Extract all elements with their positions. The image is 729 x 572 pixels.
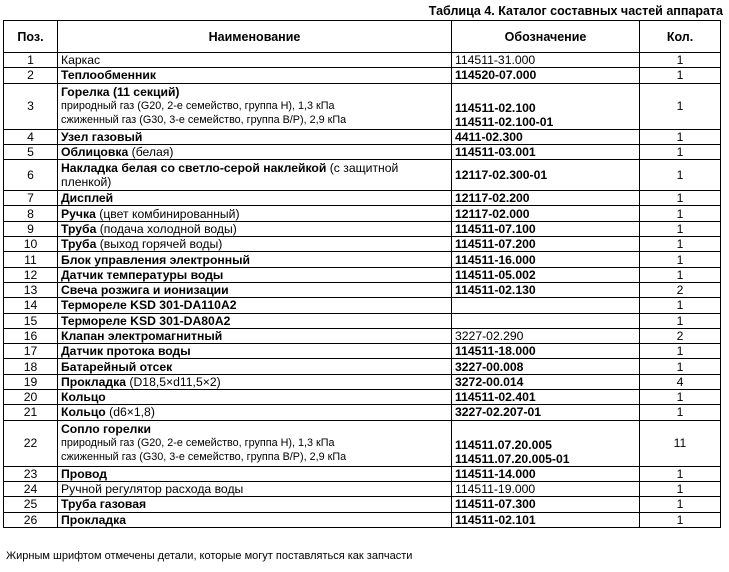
- name-subline: сжиженный газ (G30, 3-е семейство, группа В/Р), 2,9 кПа: [61, 451, 347, 464]
- cell-qty: 1: [640, 512, 721, 527]
- table-row: [4, 405, 721, 420]
- table-row: [4, 298, 721, 313]
- cell-name: [58, 252, 452, 267]
- name-bold: Термореле KSD 301-DA80A2: [61, 313, 231, 328]
- cell-qty: 1: [640, 390, 721, 405]
- table-body: [4, 53, 721, 528]
- cell-qty: 1: [640, 206, 721, 221]
- table-row: [4, 237, 721, 252]
- cell-qty: 11: [640, 420, 721, 466]
- cell-pos: 14: [4, 298, 58, 313]
- name-bold: Теплообменник: [61, 68, 156, 83]
- cell-pos: 5: [4, 144, 58, 159]
- cell-name: [58, 420, 452, 466]
- table-row: [4, 328, 721, 343]
- table-row: [4, 481, 721, 496]
- cell-qty: 1: [640, 237, 721, 252]
- name-bold: Накладка белая со светло-серой наклейкой: [61, 161, 327, 176]
- cell-qty: 1: [640, 298, 721, 313]
- cell-code: 12117-02.200: [452, 191, 640, 206]
- cell-code: 114520-07.000: [452, 68, 640, 83]
- cell-pos: 20: [4, 390, 58, 405]
- table-row: [4, 466, 721, 481]
- code-line: 114511.07.20.005: [455, 437, 552, 452]
- name-bold: Батарейный отсек: [61, 359, 173, 374]
- name-bold: Кольцо: [61, 390, 106, 405]
- cell-code: 4411-02.300: [452, 129, 640, 144]
- cell-pos: 25: [4, 497, 58, 512]
- name-subline: природный газ (G20, 2-е семейство, группа Н), 1,3 кПа: [61, 437, 335, 450]
- cell-name: [58, 405, 452, 420]
- table-row: [4, 267, 721, 282]
- cell-pos: 9: [4, 221, 58, 236]
- cell-pos: 26: [4, 512, 58, 527]
- cell-pos: 8: [4, 206, 58, 221]
- name-bold: Труба: [61, 237, 97, 252]
- table-header-row: [4, 21, 721, 53]
- cell-code: 114511-02.101: [452, 512, 640, 527]
- cell-name: [58, 160, 452, 191]
- name-bold: Прокладка: [61, 374, 127, 389]
- cell-code: 114511-14.000: [452, 466, 640, 481]
- cell-pos: 17: [4, 344, 58, 359]
- cell-pos: 7: [4, 191, 58, 206]
- name-regular: (d6×1,8): [105, 405, 155, 420]
- name-regular: Ручной регулятор расхода воды: [61, 482, 244, 497]
- name-bold: Прокладка: [61, 512, 127, 527]
- cell-name: [58, 328, 452, 343]
- cell-qty: 1: [640, 359, 721, 374]
- cell-pos: 23: [4, 466, 58, 481]
- cell-pos: 15: [4, 313, 58, 328]
- table-row: [4, 374, 721, 389]
- cell-code: 3227-02.290: [452, 328, 640, 343]
- cell-name: [58, 53, 452, 68]
- cell-qty: 1: [640, 267, 721, 282]
- table-row: [4, 144, 721, 159]
- cell-pos: 6: [4, 160, 58, 191]
- cell-name: [58, 129, 452, 144]
- cell-name: [58, 466, 452, 481]
- name-bold: Сопло горелки: [61, 422, 151, 437]
- table-row: [4, 221, 721, 236]
- name-bold: Термореле KSD 301-DA110A2: [61, 298, 237, 313]
- cell-code: 114511-31.000: [452, 53, 640, 68]
- cell-pos: 24: [4, 481, 58, 496]
- name-regular: (выход горячей воды): [96, 237, 223, 252]
- name-regular: (с защитной пленкой): [61, 161, 399, 190]
- cell-pos: 12: [4, 267, 58, 282]
- table-row: [4, 313, 721, 328]
- name-bold: Труба: [61, 221, 97, 236]
- cell-qty: 1: [640, 144, 721, 159]
- table-row: [4, 344, 721, 359]
- cell-name: [58, 83, 452, 129]
- cell-pos: 21: [4, 405, 58, 420]
- table-row: [4, 252, 721, 267]
- cell-pos: 1: [4, 53, 58, 68]
- cell-code: 114511-07.200: [452, 237, 640, 252]
- header-pos: Поз.: [4, 21, 58, 53]
- cell-name: [58, 512, 452, 527]
- parts-catalog-table: [3, 20, 721, 528]
- header-name: Наименование: [58, 21, 452, 53]
- table-row: [4, 83, 721, 129]
- name-bold: Свеча розжига и ионизации: [61, 283, 229, 298]
- name-bold: Провод: [61, 466, 108, 481]
- table-row: [4, 497, 721, 512]
- name-subline: природный газ (G20, 2-е семейство, группа Н), 1,3 кПа: [61, 100, 335, 113]
- cell-code: 114511-16.000: [452, 252, 640, 267]
- name-bold: Блок управления электронный: [61, 252, 251, 267]
- header-qty: Кол.: [640, 21, 721, 53]
- cell-name: [58, 282, 452, 297]
- cell-qty: 1: [640, 481, 721, 496]
- cell-qty: 1: [640, 497, 721, 512]
- name-bold: Датчик температуры воды: [61, 267, 224, 282]
- cell-name: [58, 298, 452, 313]
- cell-code: 114511-07.300: [452, 497, 640, 512]
- cell-pos: 10: [4, 237, 58, 252]
- name-regular: (подача холодной воды): [96, 221, 237, 236]
- table-row: [4, 53, 721, 68]
- cell-code: [452, 420, 640, 466]
- footnote: Жирным шрифтом отмечены детали, которые могут поставляться как запчасти: [6, 550, 413, 562]
- table-row: [4, 282, 721, 297]
- cell-name: [58, 144, 452, 159]
- cell-qty: 1: [640, 68, 721, 83]
- cell-code: 3227-02.207-01: [452, 405, 640, 420]
- cell-pos: 13: [4, 282, 58, 297]
- cell-pos: 2: [4, 68, 58, 83]
- cell-code: [452, 83, 640, 129]
- cell-name: [58, 344, 452, 359]
- name-bold: Узел газовый: [61, 129, 143, 144]
- cell-qty: 1: [640, 344, 721, 359]
- name-regular: (белая): [128, 145, 174, 160]
- cell-qty: 1: [640, 53, 721, 68]
- name-bold: Ручка: [61, 206, 96, 221]
- table-row: [4, 129, 721, 144]
- cell-qty: 1: [640, 405, 721, 420]
- table-caption: Таблица 4. Каталог составных частей аппарата: [428, 4, 723, 18]
- table-row: [4, 206, 721, 221]
- cell-code: 12117-02.000: [452, 206, 640, 221]
- table-row: [4, 191, 721, 206]
- table-row: [4, 160, 721, 191]
- name-bold: Кольцо: [61, 405, 106, 420]
- table-row: [4, 420, 721, 466]
- name-bold: Горелка (11 секций): [61, 85, 180, 100]
- cell-code: 3272-00.014: [452, 374, 640, 389]
- cell-name: [58, 191, 452, 206]
- cell-qty: 1: [640, 221, 721, 236]
- cell-code: 114511-02.130: [452, 282, 640, 297]
- cell-qty: 1: [640, 160, 721, 191]
- cell-qty: 1: [640, 129, 721, 144]
- cell-code: 3227-00.008: [452, 359, 640, 374]
- cell-code: 114511-02.401: [452, 390, 640, 405]
- name-bold: Клапан электромагнитный: [61, 329, 223, 343]
- cell-pos: 4: [4, 129, 58, 144]
- name-bold: Облицовка: [61, 145, 129, 160]
- cell-name: [58, 359, 452, 374]
- table-row: [4, 390, 721, 405]
- cell-pos: 18: [4, 359, 58, 374]
- cell-pos: 16: [4, 328, 58, 343]
- cell-name: [58, 481, 452, 496]
- cell-code: [452, 313, 640, 328]
- cell-name: [58, 237, 452, 252]
- cell-qty: 1: [640, 313, 721, 328]
- cell-pos: 11: [4, 252, 58, 267]
- name-bold: Дисплей: [61, 191, 114, 206]
- cell-qty: 4: [640, 374, 721, 389]
- cell-name: [58, 267, 452, 282]
- cell-code: 114511-03.001: [452, 144, 640, 159]
- name-regular: (D18,5×d11,5×2): [126, 374, 221, 389]
- cell-qty: 1: [640, 252, 721, 267]
- code-line: 114511-02.100-01: [455, 114, 554, 129]
- cell-name: [58, 390, 452, 405]
- cell-code: 114511-18.000: [452, 344, 640, 359]
- cell-name: [58, 497, 452, 512]
- cell-pos: 3: [4, 83, 58, 129]
- code-line: 114511-02.100: [455, 100, 536, 115]
- cell-name: [58, 374, 452, 389]
- table-row: [4, 359, 721, 374]
- cell-code: [452, 298, 640, 313]
- cell-name: [58, 221, 452, 236]
- cell-code: 12117-02.300-01: [452, 160, 640, 191]
- cell-pos: 22: [4, 420, 58, 466]
- cell-name: [58, 68, 452, 83]
- cell-qty: 2: [640, 282, 721, 297]
- table-row: [4, 68, 721, 83]
- table-row: [4, 512, 721, 527]
- header-code: Обозначение: [452, 21, 640, 53]
- cell-name: [58, 206, 452, 221]
- code-line: 114511.07.20.005-01: [455, 451, 570, 466]
- name-regular: Каркас: [61, 53, 101, 68]
- cell-qty: 2: [640, 328, 721, 343]
- cell-code: 114511-19.000: [452, 481, 640, 496]
- cell-code: 114511-07.100: [452, 221, 640, 236]
- cell-name: [58, 313, 452, 328]
- cell-qty: 1: [640, 191, 721, 206]
- cell-qty: 1: [640, 83, 721, 129]
- name-regular: (цвет комбинированный): [95, 206, 240, 221]
- name-bold: Датчик протока воды: [61, 344, 191, 359]
- cell-pos: 19: [4, 374, 58, 389]
- name-bold: Труба газовая: [61, 497, 147, 512]
- cell-code: 114511-05.002: [452, 267, 640, 282]
- name-subline: сжиженный газ (G30, 3-е семейство, группа В/Р), 2,9 кПа: [61, 114, 347, 127]
- cell-qty: 1: [640, 466, 721, 481]
